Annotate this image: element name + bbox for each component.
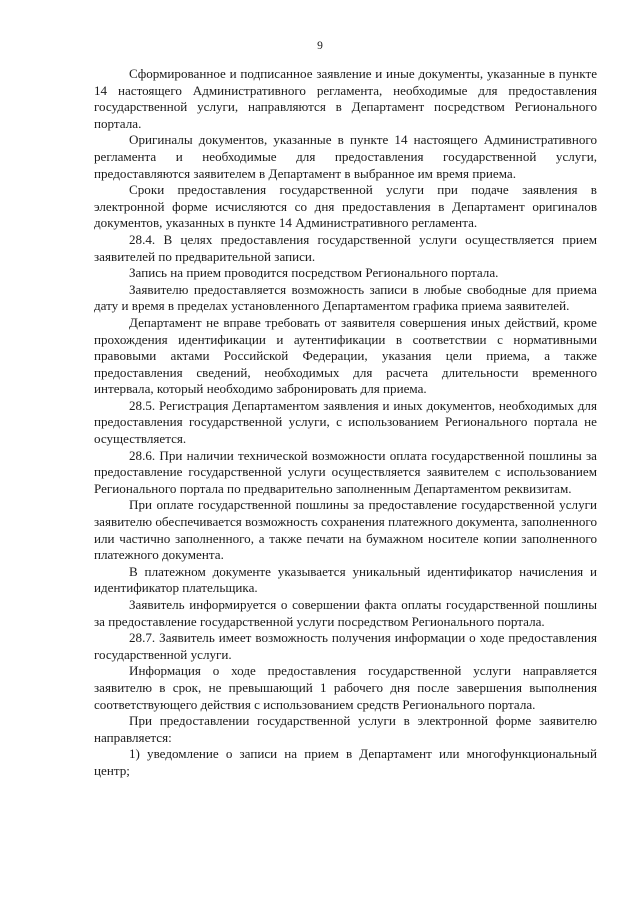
paragraph: Оригиналы документов, указанные в пункте 14 настоящего Административного регламента и необходимые для предоставления государственной услуги, предоставляются заявителем в Департамент в выбранное им время приема. [94,132,597,181]
paragraph: 28.4. В целях предоставления государственной услуги осуществляется прием заявителей по предварительной записи. [94,231,597,264]
paragraph: Заявитель информируется о совершении факта оплаты государственной пошлины за предоставление государственной услуги посредством Регионального портала. [94,597,597,629]
paragraph: Информация о ходе предоставления государственной услуги направляется заявителю в срок, не превышающий 1 рабочего дня после завершения выполнения соответствующего действия с использованием средств Регионального портала. [94,663,597,712]
paragraph: 28.7. Заявитель имеет возможность получения информации о ходе предоставления государственной услуги. [94,630,597,662]
paragraph: Сформированное и подписанное заявление и иные документы, указанные в пункте 14 настоящего Административного регламента, необходимые для предоставления государственной услуги, направляются в Департамент посредством Регионального портала. [94,66,597,131]
paragraph: При оплате государственной пошлины за предоставление государственной услуги заявителю обеспечивается возможность сохранения платежного документа, заполненного или частично заполненного, а также печати на бумажном носителе копии заполненного платежного документа. [94,497,597,563]
paragraph: Департамент не вправе требовать от заявителя совершения иных действий, кроме прохождения идентификации и аутентификации в соответствии с нормативными правовыми актами Российской Федерации, указания цели приема, а также предоставления сведений, необходимых для расчета длительности временного интервала, который необходимо забронировать для приема. [94,314,597,397]
paragraph: Запись на прием проводится посредством Регионального портала. [129,265,499,281]
paragraph: В платежном документе указывается уникальный идентификатор начисления и идентификатор плательщика. [94,563,597,596]
paragraph: Заявителю предоставляется возможность записи в любые свободные для приема дату и время в пределах установленного Департаментом графика приема заявителей. [94,281,597,314]
page-number: 9 [317,40,323,52]
paragraph: 28.6. При наличии технической возможности оплата государственной пошлины за предоставление государственной услуги осуществляется заявителем с использованием Регионального портала по предварительно заполненным Департаментом реквизитам. [94,447,597,496]
paragraph: 28.5. Регистрация Департаментом заявления и иных документов, необходимых для предоставления государственной услуги, с использованием Регионального портала не осуществляется. [94,397,597,447]
paragraph: 1) уведомление о записи на прием в Департамент или многофункциональный центр; [94,746,597,778]
paragraph: При предоставлении государственной услуги в электронной форме заявителю направляется: [94,713,597,745]
document-body [94,66,597,780]
paragraph: Сроки предоставления государственной услуги при подаче заявления в электронной форме исчисляются со дня предоставления в Департамент оригиналов документов, указанных в пункте 14 Административного регламента. [94,182,597,231]
